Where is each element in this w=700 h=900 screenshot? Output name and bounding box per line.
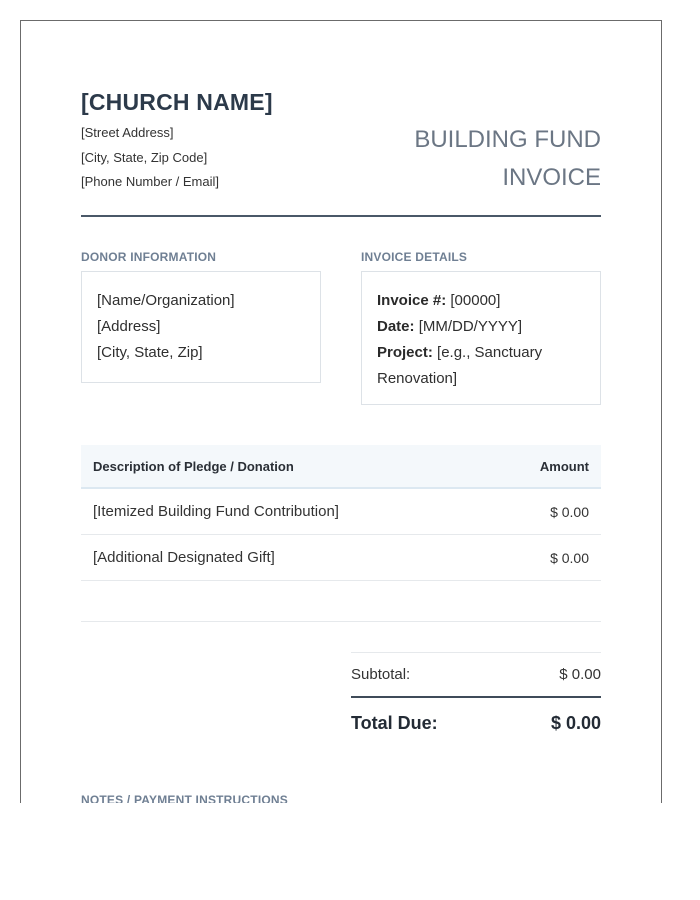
invoice-page bbox=[20, 20, 662, 803]
donor-address: [Address] bbox=[97, 318, 161, 335]
invoice-details-box bbox=[361, 271, 601, 405]
item-amount: $ 0.00 bbox=[550, 549, 589, 566]
donor-info-box bbox=[81, 271, 321, 383]
header-divider bbox=[81, 215, 601, 217]
total-due-row bbox=[351, 698, 601, 748]
item-amount: $ 0.00 bbox=[550, 503, 589, 520]
items-table-header bbox=[81, 445, 601, 489]
invoice-date-value: [MM/DD/YYYY] bbox=[418, 318, 523, 335]
document-title bbox=[414, 121, 601, 197]
description-column-header: Description of Pledge / Donation bbox=[93, 458, 294, 474]
amount-column-header: Amount bbox=[539, 458, 589, 474]
document-title-line-2: INVOICE bbox=[502, 164, 601, 191]
donor-name: [Name/Organization] bbox=[97, 292, 235, 309]
church-city-state-zip: [City, State, Zip Code] bbox=[81, 150, 208, 165]
invoice-project-continued: Renovation] bbox=[377, 370, 458, 387]
subtotal-value: $ 0.00 bbox=[559, 666, 601, 683]
total-due-label: Total Due: bbox=[351, 712, 438, 733]
donor-city: [City, State, Zip] bbox=[97, 344, 203, 361]
item-description: [Additional Designated Gift] bbox=[93, 549, 275, 566]
items-table bbox=[81, 445, 601, 622]
subtotal-row bbox=[351, 652, 601, 698]
subtotal-label: Subtotal: bbox=[351, 666, 411, 683]
invoice-date bbox=[377, 314, 585, 340]
invoice-number-value: [00000] bbox=[450, 292, 501, 309]
invoice-number bbox=[377, 288, 585, 314]
item-description: [Itemized Building Fund Contribution] bbox=[93, 503, 339, 520]
table-row bbox=[81, 535, 601, 581]
church-name: [CHURCH NAME] bbox=[81, 89, 273, 115]
church-street-address: [Street Address] bbox=[81, 125, 174, 140]
table-row bbox=[81, 489, 601, 535]
invoice-date-label: Date: bbox=[377, 318, 415, 335]
document-title-line-1: BUILDING FUND bbox=[414, 126, 601, 153]
donor-section-label: DONOR INFORMATION bbox=[81, 250, 217, 264]
invoice-number-label: Invoice #: bbox=[377, 292, 447, 309]
totals-block bbox=[351, 652, 601, 748]
invoice-project bbox=[377, 340, 585, 366]
total-due-value: $ 0.00 bbox=[550, 712, 601, 733]
church-contact: [Phone Number / Email] bbox=[81, 174, 220, 189]
notes-section-label: NOTES / PAYMENT INSTRUCTIONS bbox=[81, 793, 288, 803]
invoice-details-label: INVOICE DETAILS bbox=[361, 250, 468, 264]
empty-table-row bbox=[81, 581, 601, 622]
invoice-project-label: Project: bbox=[377, 344, 433, 361]
invoice-project-value: [e.g., Sanctuary bbox=[437, 344, 543, 361]
